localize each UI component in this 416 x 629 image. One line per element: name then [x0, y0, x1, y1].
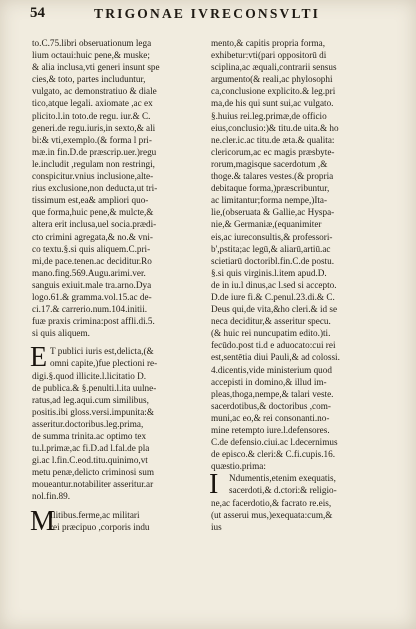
text-line: cto crimini agregata,& no.& vni-: [32, 231, 153, 242]
text-line: rius exclusione,non deducta,ut tri-: [32, 183, 158, 194]
text-line: conspicitur.vnius inclusione,alte-: [32, 171, 154, 182]
text-line: ne.cler.ic.ac titu.de æta.& qualita:: [211, 134, 335, 145]
text-line: Deus qui,de vita,&ho cleri.& id se: [211, 304, 338, 315]
text-line: ius: [211, 521, 222, 532]
text-line: (ut asserui mus,)exequata:cum,&: [211, 509, 333, 520]
drop-cap-initial: M: [30, 505, 55, 537]
text-line: sanguis exiuit.male tra.arno.Dya: [32, 279, 152, 290]
text-line: sacerdoti,& d.ctori:& religio-: [229, 485, 337, 496]
running-title: TRIGONAE IVRECONSVLTI: [94, 6, 321, 21]
text-line: est,sentētia diui Pauli,& ad colossi.: [211, 352, 340, 363]
text-line: (& huic rei nuncupatim edito.)ti.: [211, 328, 331, 339]
text-line: nol.fin.89.: [32, 491, 71, 502]
text-line: le.includit ,regulam non restringi,: [32, 158, 155, 169]
text-line: clericorum,ac ec magis præsbyte-: [211, 146, 335, 157]
text-line: vulgato, ac demonstratiuo & diale: [32, 86, 157, 97]
text-line: tu.l.primæ,ac fi.D.ad l.fal.de pla: [32, 443, 150, 454]
text-line: ac limitantur;forma nempe,)Ita-: [211, 195, 328, 206]
text-line: lie,(obseruata & Gallie,ac Hyspa-: [211, 207, 335, 218]
text-line: bi:& vti,exemplo.(& forma l pri-: [32, 134, 152, 145]
text-line: omni capite,)fue plectioni re-: [50, 358, 158, 369]
text-line: ca,conclusione explicito.& leg.pri: [211, 86, 336, 97]
text-line: de summa trinita.ac optimo tex: [32, 431, 147, 441]
text-line: fecūdo.post ti.d e aduocato:cui rei: [211, 340, 336, 351]
text-line: scietiarū doctoribl.fin.C.de postu.: [211, 255, 334, 266]
text-line: co textu.§.si quis aliquem.C.pri-: [32, 243, 151, 254]
text-line: 4.dicentis,vide ministerium quod: [211, 364, 332, 375]
drop-cap-initial: E: [30, 342, 48, 374]
text-line: tico,atque legali. axiomate ,ac ex: [32, 98, 153, 109]
text-line: fuæ praxis crimina:post affli.di.5.: [32, 316, 155, 327]
text-line: & alia inclusa,vti generi insunt spe: [32, 62, 160, 73]
text-line: de publica.& §.penulti.l.ita uulne-: [32, 382, 157, 393]
text-line: mine retempto iure.l.defensores.: [211, 425, 330, 435]
page-header: [30, 5, 400, 25]
text-line: muni,ac eo,& rei consonanti.no-: [211, 412, 330, 423]
text-line: T publici iuris est,delicta,(&: [50, 346, 154, 357]
text-line: §.si quis virginis.l.item apud.D.: [211, 267, 327, 278]
folio-number: 54: [30, 5, 45, 21]
text-line: metu penæ,delicto criminosi sum: [32, 467, 154, 478]
text-line: positis.ibi gloss.versi.impunita:&: [32, 406, 154, 417]
text-line: moueantur.notabiliter asseritur.ar: [32, 479, 154, 490]
text-line: lium octaui:huic pene,& muske;: [32, 50, 150, 61]
text-line: tissimum est,ea& ampliori quo-: [32, 195, 149, 206]
text-line: ratus,ad leg.aqui.cum similibus,: [32, 394, 149, 405]
text-line: quæstio.prima:: [211, 461, 266, 472]
text-line: gi.ac l.fin.C.eod.titu.quinimo,vt: [32, 455, 148, 466]
text-line: thoge.& talares vestes.(& propria: [211, 171, 334, 182]
text-line: eius,conclusio:)& titu.de uita.& ho: [211, 122, 339, 133]
text-line: debitaque forma,)præscribuntur,: [211, 183, 330, 194]
text-line: exhibetur:vti(pari oppositorū di: [211, 50, 327, 61]
text-line: neca deciditur,& asseritur specu.: [211, 316, 331, 327]
text-line: si quis aliquem.: [32, 328, 90, 339]
text-line: nie,& Germaniæ,(equanimiter: [211, 219, 322, 230]
text-line: digi.§.quod illicite.l.licitatio D.: [32, 370, 147, 381]
text-line: ne,ac facerdotio,& facrato re.eis,: [211, 497, 332, 508]
text-line: asseritur.doctoribus.leg.prima,: [32, 418, 144, 429]
text-line: rei præcipuo ,corporis indu: [50, 521, 150, 532]
text-line: sacerdotibus,& doctoribus ,com-: [211, 400, 331, 411]
right-text-column: [211, 37, 397, 533]
text-line: ma,de his qui sunt sui,ac vulgato.: [211, 98, 334, 109]
text-line: de episco.& cleri:& C.fi.cupis.16.: [211, 449, 336, 460]
text-line: logo.61.& gramma.vol.15.ac de-: [32, 291, 152, 302]
left-text-column: [30, 37, 218, 537]
drop-cap-initial: I: [209, 469, 219, 501]
text-line: rorum,magisque sacerdotum ,&: [211, 158, 328, 169]
text-line: mæ.in fin.D.de præscrip.uer.)regu: [32, 146, 157, 157]
text-line: mi,de pace.tenen.ac deciditur.Ro: [32, 255, 152, 266]
text-line: de in iu.l dinus,ac l.sed si accepto.: [211, 279, 337, 290]
text-line: accepisti in domino,& illud im-: [211, 376, 327, 387]
text-line: altera erit inclusa,uel socia.prædi-: [32, 219, 157, 230]
text-line: argumento(& reali,ac phylosophi: [211, 74, 333, 85]
text-line: §.huius rei.leg.primæ,de officio: [211, 110, 327, 121]
text-line: plicito.l.in toto.de regu. iur.& C.: [32, 110, 151, 121]
text-line: cies,& toto, partes includuntur,: [32, 74, 146, 85]
text-line: Ndumentis,etenim exequatis,: [229, 473, 336, 484]
text-line: Ilitibus.ferme,ac militari: [50, 509, 140, 520]
text-line: generi.de regu.iuris,in sexto,& ali: [32, 122, 156, 133]
text-line: que forma,huic pene,& mulcte,&: [32, 207, 154, 218]
text-line: b',pstita;ac legū,& aliarū,artiū.ac: [211, 243, 331, 254]
text-line: ci.17.& carrerio.num.104.initii.: [32, 304, 148, 315]
text-line: sciplina,ac æquali,contrarii sensus: [211, 62, 337, 73]
text-line: mento,& capitis propria forma,: [211, 38, 326, 48]
text-line: D.de iure fi.& C.penul.23.di.& C.: [211, 291, 335, 302]
text-line: to.C.75.libri obseruationum lega: [32, 38, 152, 48]
text-line: mano.fing.569.Augu.arimi.ver.: [32, 267, 146, 278]
text-line: C.de defensio.ciui.ac l.decernimus: [211, 437, 338, 448]
text-line: pleas,thoga,nempe,& talari veste.: [211, 388, 334, 399]
text-line: eis,ac iureconsultis,& professori-: [211, 231, 333, 242]
